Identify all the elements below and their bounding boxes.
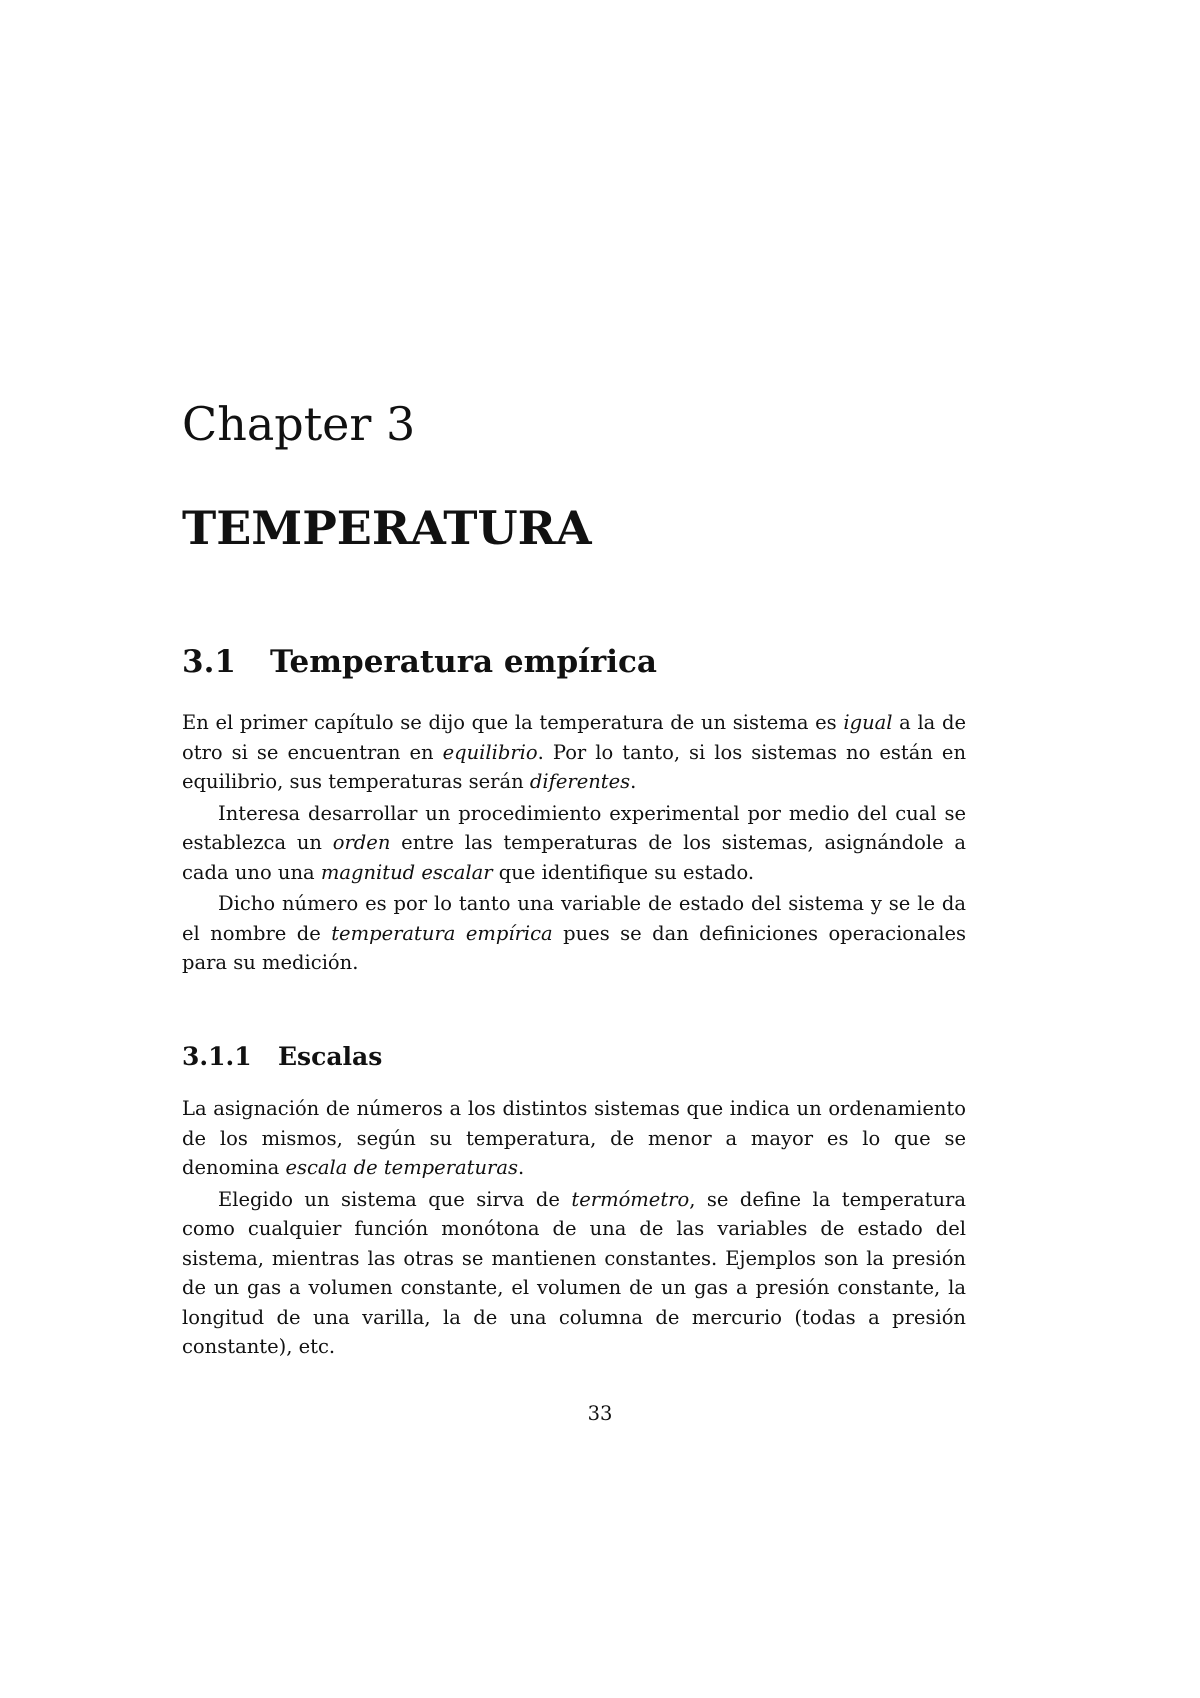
section-number: 3.1 (182, 644, 236, 680)
paragraph (182, 1185, 966, 1362)
text-run: Elegido un sistema que sirva de (218, 1187, 572, 1211)
section-heading (182, 642, 657, 682)
text-run: pues se dan definiciones operacionales para su medición. (182, 921, 967, 974)
paragraph (182, 708, 966, 797)
subsection-heading (182, 1040, 382, 1074)
emphasis: equilibrio (442, 740, 538, 764)
paragraph (182, 1094, 966, 1183)
subsection-title: Escalas (278, 1042, 383, 1071)
text-run: que identifique su estado. (492, 860, 755, 884)
emphasis: magnitud escalar (320, 860, 493, 884)
page-number: 33 (587, 1402, 613, 1425)
emphasis: diferentes (529, 770, 631, 793)
emphasis: igual (843, 711, 893, 734)
subsection-number: 3.1.1 (182, 1042, 252, 1071)
emphasis: temperatura empírica (331, 921, 553, 945)
subsection-body (182, 1094, 966, 1364)
text-run: En el primer capítulo se dijo que la temperatura de un sistema es (182, 711, 844, 734)
text-run: entre las temperaturas de los sistemas, asignándole a cada uno una (182, 831, 966, 884)
text-run: La asignación de números a los distintos sistemas que indica un ordenamiento de los mismos, según su temperatura, de menor a mayor es lo que se denomina (182, 1097, 966, 1179)
text-run: , se define la temperatura como cualquier función monótona de una de las variables de estado del sistema, mientras las otras se mantienen constantes. Ejemplos son la presión de un gas a volumen constante, el volumen de un gas a presión constante, la longitud de una varilla, la de una columna de mercurio (todas a presión constante), etc. (182, 1187, 966, 1358)
text-run: . (630, 770, 637, 793)
text-run: . (518, 1156, 525, 1179)
text-run: . Por lo tanto, si los sistemas no están en equilibrio, sus temperaturas serán (182, 740, 967, 793)
emphasis: orden (332, 831, 391, 854)
paragraph (182, 889, 966, 978)
section-title: Temperatura empírica (270, 644, 657, 680)
chapter-label: Chapter 3 (182, 397, 416, 451)
text-run: a la de otro si se encuentran en (182, 711, 966, 764)
text-run: Dicho número es por lo tanto una variable de estado del sistema y se le da el nombre de (182, 892, 966, 945)
paragraph (182, 799, 966, 888)
section-body (182, 708, 966, 980)
emphasis: termómetro (571, 1187, 690, 1211)
chapter-title: TEMPERATURA (182, 501, 592, 555)
text-run: Interesa desarrollar un procedimiento experimental por medio del cual se establezca un (182, 801, 966, 854)
emphasis: escala de temperaturas (285, 1156, 518, 1179)
